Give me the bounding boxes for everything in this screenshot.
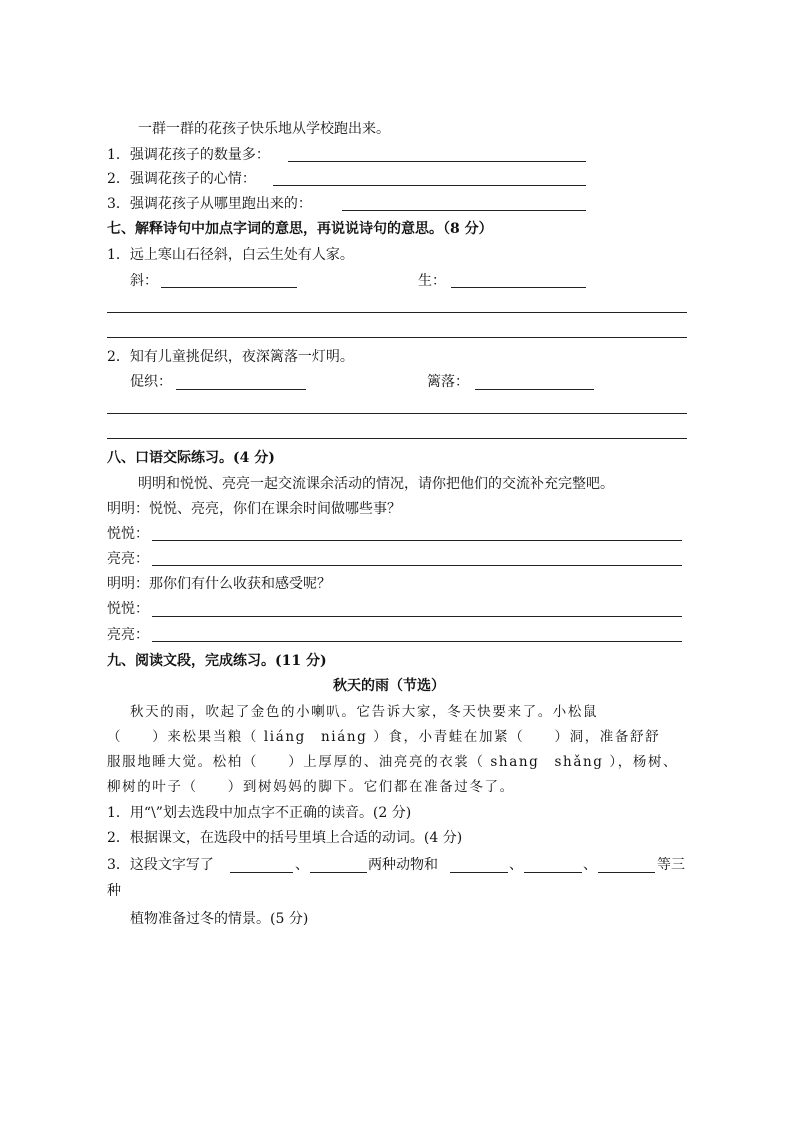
word-cuzhi-label: 促织： xyxy=(130,374,172,390)
mingming-question-1: 明明：悦悦、亮亮，你们在课余时间做哪些事？ xyxy=(107,501,401,517)
s9-question-3-start: 3．这段文字写了 xyxy=(107,857,214,873)
s6-answer-line-3[interactable] xyxy=(342,210,586,211)
poem-line-1: 1．远上寒山石径斜，白云生处有人家。 xyxy=(107,247,354,263)
passage-line-1: 秋天的雨，吹起了金色的小喇叭。它告诉大家，冬天快要来了。小松鼠 xyxy=(130,704,599,720)
liangliang-label-2: 亮亮： xyxy=(107,627,149,643)
s9-q3-separator-3: 、 xyxy=(583,857,597,873)
word-cuzhi-line[interactable] xyxy=(176,389,306,390)
passage-line-3: 服服地睡大觉。松柏（ ）上厚厚的、油亮亮的衣裳（ shang shǎng ），杨树、 xyxy=(107,754,679,770)
s6-answer-line-1[interactable] xyxy=(288,161,586,162)
animal-blank-2[interactable] xyxy=(310,872,367,873)
poem-line-2: 2．知有儿童挑促织，夜深篱落一灯明。 xyxy=(107,349,354,365)
passage-line-4: 柳树的叶子（ ）到树妈妈的脚下。它们都在准备过冬了。 xyxy=(107,779,515,795)
yueyue-answer-line-1[interactable] xyxy=(152,540,682,541)
example-sentence: 一群一群的花孩子快乐地从学校跑出来。 xyxy=(138,121,390,137)
poem-1-meaning-line-1[interactable] xyxy=(107,312,687,313)
yueyue-answer-line-2[interactable] xyxy=(152,616,682,617)
s9-question-3-tail: 植物准备过冬的情景。(5 分) xyxy=(130,911,309,927)
word-xie-label: 斜： xyxy=(130,273,158,289)
mingming-question-2: 明明：那你们有什么收获和感受呢？ xyxy=(107,576,331,592)
plant-blank-3[interactable] xyxy=(598,872,655,873)
section-8-intro: 明明和悦悦、亮亮一起交流课余活动的情况，请你把他们的交流补充完整吧。 xyxy=(138,476,614,492)
word-liluo-label: 篱落： xyxy=(427,374,469,390)
s6-question-1: 1．强调花孩子的数量多： xyxy=(107,147,270,163)
yueyue-label-1: 悦悦： xyxy=(107,526,149,542)
poem-1-meaning-line-2[interactable] xyxy=(107,337,687,338)
word-liluo-line[interactable] xyxy=(475,389,594,390)
word-sheng-line[interactable] xyxy=(451,287,586,288)
plant-blank-2[interactable] xyxy=(524,872,582,873)
s9-question-3-end: 等三 xyxy=(657,857,685,873)
section-8-heading: 八、口语交际练习。(4 分) xyxy=(107,450,275,466)
s6-question-3: 3．强调花孩子从哪里跑出来的： xyxy=(107,196,312,212)
s6-answer-line-2[interactable] xyxy=(273,185,586,186)
s9-question-3-mid: 两种动物和 xyxy=(368,857,438,873)
liangliang-label-1: 亮亮： xyxy=(107,551,149,567)
s9-q3-separator-1: 、 xyxy=(295,857,309,873)
s9-question-1: 1．用“\”划去选段中加点字不正确的读音。(2 分) xyxy=(107,805,412,821)
section-9-heading: 九、阅读文段，完成练习。(11 分) xyxy=(107,653,327,669)
liangliang-answer-line-1[interactable] xyxy=(152,565,682,566)
yueyue-label-2: 悦悦： xyxy=(107,601,149,617)
s9-q3-separator-2: 、 xyxy=(509,857,523,873)
s9-question-3-wrap: 种 xyxy=(107,883,121,899)
plant-blank-1[interactable] xyxy=(450,872,508,873)
s9-question-2: 2．根据课文，在选段中的括号里填上合适的动词。(4 分) xyxy=(107,830,463,846)
word-sheng-label: 生： xyxy=(418,273,446,289)
passage-title: 秋天的雨（节选） xyxy=(333,678,445,694)
s6-question-2: 2．强调花孩子的心情： xyxy=(107,171,256,187)
animal-blank-1[interactable] xyxy=(230,872,293,873)
poem-2-meaning-line-1[interactable] xyxy=(107,413,687,414)
poem-2-meaning-line-2[interactable] xyxy=(107,438,687,439)
section-7-heading: 七、解释诗句中加点字词的意思，再说说诗句的意思。（8 分） xyxy=(107,221,493,237)
passage-line-2: （ ）来松果当粮（ liáng niáng ）食，小青蛙在加紧（ ）洞，准备舒舒 xyxy=(107,729,661,745)
liangliang-answer-line-2[interactable] xyxy=(152,641,682,642)
word-xie-line[interactable] xyxy=(161,287,297,288)
